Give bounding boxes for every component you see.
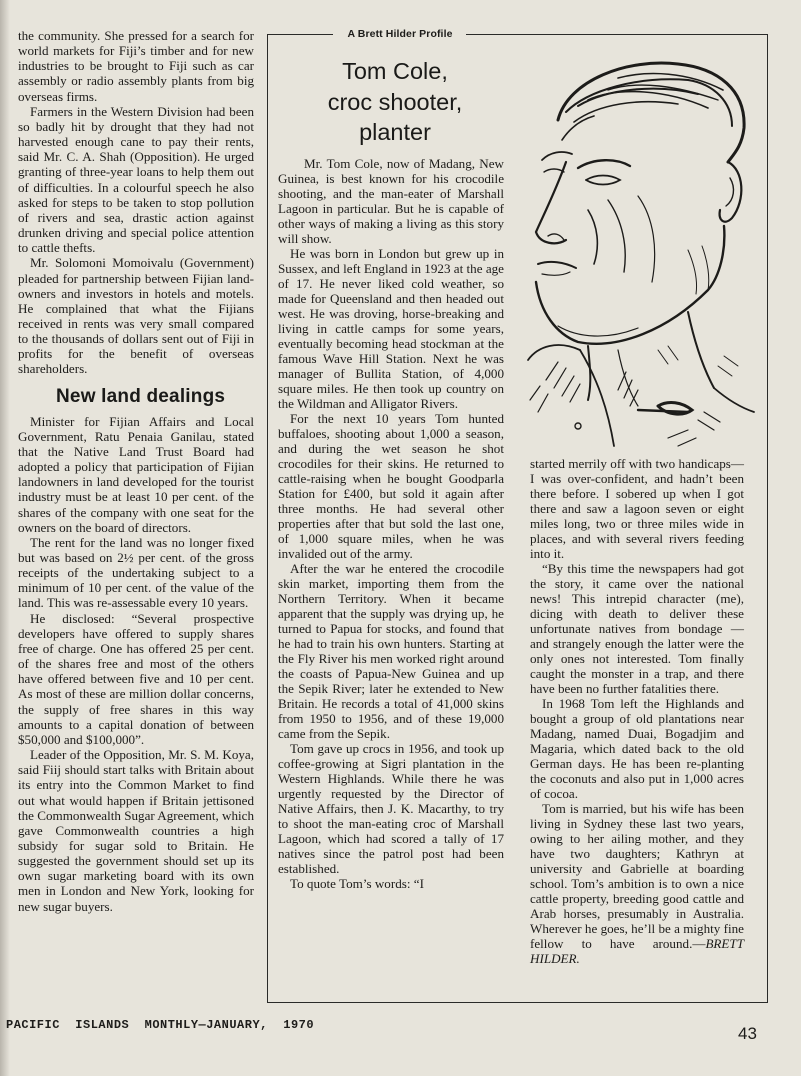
profile-paragraph: In 1968 Tom left the Highlands and bought a group of old plantations near Madang, named Duai, Bogadjim and Magaria, which dated back to the old German days. He has been re-planting the coconuts and also put in 1,000 acres of cocoa.	[530, 696, 744, 801]
article-paragraph: Farmers in the Western Division had been so badly hit by drought that they had not harvested enough cane to pay their rents, said Mr. C. A. Shah (Opposition). He urged granting of three-year loans to help them out of difficulties. In a colourful speech he also asked for steps to be taken to stop pollution of rivers and sea, drastic action against drunken driving and special police attention to cattle thefts.	[18, 103, 254, 256]
profile-final-paragraph	[530, 801, 744, 966]
article-paragraph: The rent for the land was no longer fixed but was based on 2½ per cent. of the gross receipts of the undertaking subject to a minimum of 10 per cent. of the value of the land. This was re-assessable every 10 years.	[18, 534, 254, 611]
profile-kicker: A Brett Hilder Profile	[347, 28, 453, 40]
profile-paragraph: To quote Tom’s words: “I	[290, 876, 424, 891]
article-paragraph: Minister for Fijian Affairs and Local Government, Ratu Penaia Ganilau, stated that the Native Land Trust Board had adopted a policy that participation of Fijian landowners in land developed for the tourist industry must be at least 10 per cent. of the shares of the company with one seat for the owners on the board of directors.	[18, 413, 254, 535]
page-edge	[0, 0, 10, 1076]
article-paragraph: the community. She pressed for a search for world markets for Fiji’s timber and for new industries to be brought to Fiji such as car assembly or radio assembly plants from big overseas firms.	[18, 28, 254, 104]
article-paragraph: He disclosed: “Several prospective developers have offered to supply shares free of charge. One has offered 25 per cent. of the shares free and most of the others have offered between five and 10 per cent. As most of these are million dollar concerns, the supply of free shares in this way amounts to a capital donation of between $50,000 and $100,000”.	[18, 610, 254, 747]
headline-line: Tom Cole,	[342, 58, 448, 84]
headline-line: croc shooter,	[327, 88, 463, 115]
byline: BRETT HILDER.	[530, 936, 744, 966]
article-paragraph: Leader of the Opposition, Mr. S. M. Koya, said Fiij should start talks with Britain about its entry into the Common Market to find out what would happen if Britain jettisoned the Commonwealth Sugar Agreement, which gave Commonwealth countries a high subsidy for sugar sold to Britain. He suggested the government should set up its own sugar marketing board with its own men in London and New York, looking for new sugar buyers.	[18, 747, 255, 914]
portrait-sketch	[518, 50, 756, 454]
profile-paragraph-text: Tom is married, but his wife has been living in Sydney these last two years, owing to her ailing mother, and they have two daughters; Kathryn at university and Gabrielle at boarding school. Tom’s ambition is to own a nice cattle property, breeding good cattle and Arab horses, presumably in Australia. Wherever he goes, he’ll be a mighty fine fellow to have around.—	[530, 801, 744, 951]
page-footer: PACIFIC ISLANDS MONTHLY—JANUARY, 1970	[6, 1018, 315, 1032]
article-paragraph: Mr. Solomoni Momoivalu (Government) pleaded for partnership between Fijian land-owners and investors in hotels and motels. He complained that what the Fijians received in rents was very small compared to the thousands of dollars sent out of Fiji in profits for the benefit of overseas shareholders.	[18, 255, 254, 377]
left-column	[18, 28, 254, 914]
section-heading: New land dealings	[56, 385, 226, 407]
profile-paragraph: Tom gave up crocs in 1956, and took up coffee-growing at Sigri plantation in the Western Highlands. While there he was urgently requested by the Director of Native Affairs, then J. K. Macarthy, to try to shoot the man-eating croc of Marshall Lagoon, which had scored a tally of 17 natives since the patrol post had been established.	[278, 741, 504, 876]
profile-headline	[295, 56, 495, 148]
profile-paragraph: After the war he entered the crocodile skin market, importing them from the Northern Territory. When it became apparent that the supply was drying up, he turned to Papua for stocks, and found that he had to train his own hunters. Starting at the Fly River his men worked right around the coasts of Papua-New Guinea and up the Sepik River; later he extended to New Britain. He records a total of 41,000 skins from 1950 to 1956, and of these 19,000 came from the Sepik.	[278, 561, 504, 741]
profile-box-rule-right	[466, 34, 767, 35]
profile-paragraph: started merrily off with two handicaps—I was over-confident, and hadn’t been there before. I sobered up when I got there and saw a lagoon seven or eight miles long, two or three miles wide in places, and with several rivers feeding into it.	[530, 456, 744, 561]
profile-right-column	[530, 456, 744, 966]
profile-middle-column	[278, 156, 504, 891]
profile-box-rule-left	[267, 34, 333, 35]
profile-paragraph: For the next 10 years Tom hunted buffaloes, shooting about 1,000 a season, and during the wet season he shot crocodiles for their skins. He returned to cattle-raising when he bought Goodparla Station for £400, but sold it again after three months. He had several other properties after that but sold the last one, of 1,000 square miles, when he was invalided out of the army.	[278, 411, 504, 561]
profile-paragraph: Mr. Tom Cole, now of Madang, New Guinea, is best known for his crocodile shooting, and the man-eater of Marshall Lagoon in particular. But he is capable of other ways of making a living as this story will show.	[278, 156, 504, 246]
profile-paragraph: “By this time the newspapers had got the story, it came over the national news! This intrepid character (me), dicing with death to deliver these unfortunate natives from bondage — and strangely enough the latter were the only ones not interested. Tom finally caught the monster in a trap, and there have been no further fatalities there.	[530, 561, 744, 696]
page-number: 43	[738, 1024, 757, 1043]
profile-paragraph: He was born in London but grew up in Sussex, and left England in 1923 at the age of 17. He never liked cold weather, so made for Queensland and then headed out west. He was droving, horse-breaking and living in cattle camps for some years, eventually becoming head stockman at the famous Wave Hill Station. Next he was manager of Bullita Station, of 4,000 square miles. He then took up country on the Wildman and Alligator Rivers.	[278, 246, 504, 411]
headline-line: planter	[359, 119, 431, 145]
